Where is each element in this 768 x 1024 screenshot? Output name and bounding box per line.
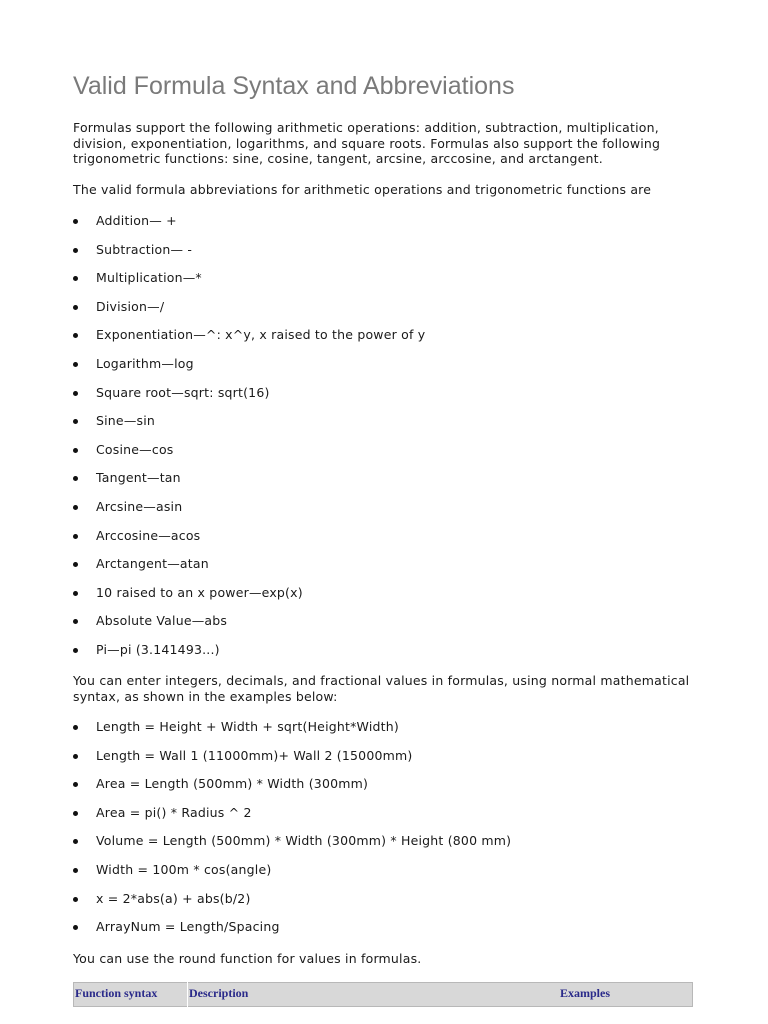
- bullet-icon: [73, 248, 78, 253]
- bullet-icon: [73, 419, 78, 424]
- header-description: Description: [189, 986, 249, 1000]
- example-item-text: Length = Height + Width + sqrt(Height*Width): [96, 719, 399, 734]
- operation-item: [73, 213, 695, 242]
- bullet-icon: [73, 362, 78, 367]
- examples-list: [73, 719, 695, 948]
- operation-item-text: Sine—sin: [96, 413, 156, 429]
- operation-item-text: Exponentiation—^: x^y, x raised to the power of y: [96, 327, 426, 343]
- syntax-paragraph: You can enter integers, decimals, and fractional values in formulas, using normal mathematical syntax, as shown in the examples below:: [73, 673, 690, 704]
- bullet-icon: [73, 476, 78, 481]
- example-item-text: Area = Length (500mm) * Width (300mm): [96, 776, 369, 792]
- operation-item: [73, 470, 695, 499]
- intro-paragraph: Formulas support the following arithmetic operations: addition, subtraction, multiplication, division, exponentiation, logarithms, and square roots. Formulas also support the following trigonometric functions: sine, cosine, tangent, arcsine, arccosine, and arctangent.: [73, 120, 661, 166]
- bullet-icon: [73, 868, 78, 873]
- operation-item-text: Absolute Value—abs: [96, 613, 228, 629]
- example-item-text: Area = pi() * Radius ^ 2: [96, 804, 252, 820]
- operation-item-text: Arctangent—atan: [96, 556, 209, 572]
- operation-item: [73, 528, 695, 557]
- operation-item-text: 10 raised to an x power—exp(x): [96, 584, 303, 600]
- operation-item: [73, 327, 695, 356]
- operation-item: [73, 270, 695, 299]
- operation-item-text: Tangent—tan: [96, 470, 181, 486]
- round-function-paragraph: You can use the round function for values in formulas.: [73, 951, 422, 966]
- bullet-icon: [73, 782, 78, 787]
- abbreviations-lead-paragraph: The valid formula abbreviations for arithmetic operations and trigonometric functions are: [73, 182, 652, 197]
- example-item-text: Length = Wall 1 (11000mm)+ Wall 2 (15000mm): [96, 747, 413, 763]
- operation-item: [73, 413, 695, 442]
- operation-item: [73, 442, 695, 471]
- bullet-icon: [73, 219, 78, 224]
- example-item-text: Width = 100m * cos(angle): [96, 861, 272, 877]
- example-item: [73, 776, 695, 805]
- operation-item: [73, 613, 695, 642]
- example-item-text: x = 2*abs(a) + abs(b/2): [96, 890, 251, 906]
- operation-item: [73, 242, 695, 271]
- bullet-icon: [73, 276, 78, 281]
- bullet-icon: [73, 925, 78, 930]
- function-table-header-row: [74, 983, 693, 1007]
- bullet-icon: [73, 619, 78, 624]
- example-item: [73, 891, 695, 920]
- operation-item: [73, 556, 695, 585]
- operation-item-text: Arccosine—acos: [96, 527, 201, 543]
- bullet-icon: [73, 391, 78, 396]
- operation-item-text: Logarithm—log: [96, 355, 194, 371]
- example-item: [73, 919, 695, 948]
- operation-item: [73, 385, 695, 414]
- bullet-icon: [73, 448, 78, 453]
- example-item-text: Volume = Length (500mm) * Width (300mm) * Height (800 mm): [96, 833, 512, 849]
- operation-item: [73, 299, 695, 328]
- bullet-icon: [73, 811, 78, 816]
- example-item: [73, 748, 695, 777]
- bullet-icon: [73, 505, 78, 510]
- bullet-icon: [73, 754, 78, 759]
- bullet-icon: [73, 562, 78, 567]
- bullet-icon: [73, 839, 78, 844]
- operation-item-text: Division—/: [96, 298, 165, 314]
- operation-item-text: Square root—sqrt: sqrt(16): [96, 384, 270, 400]
- example-item: [73, 833, 695, 862]
- operations-list: [73, 213, 695, 671]
- operation-item-text: Cosine—cos: [96, 441, 174, 457]
- bullet-icon: [73, 648, 78, 653]
- bullet-icon: [73, 725, 78, 730]
- header-examples: Examples: [560, 986, 611, 1000]
- operation-item-text: Subtraction— -: [96, 241, 193, 257]
- function-table: [73, 982, 693, 1007]
- operation-item: [73, 499, 695, 528]
- example-item: [73, 719, 695, 748]
- bullet-icon: [73, 591, 78, 596]
- operation-item: [73, 585, 695, 614]
- example-item: [73, 805, 695, 834]
- page-title: Valid Formula Syntax and Abbreviations: [73, 72, 515, 100]
- header-function-syntax: Function syntax: [74, 983, 188, 1007]
- operation-item-text: Pi—pi (3.141493...): [96, 641, 220, 657]
- bullet-icon: [73, 305, 78, 310]
- bullet-icon: [73, 534, 78, 539]
- example-item-text: ArrayNum = Length/Spacing: [96, 919, 280, 935]
- operation-item-text: Multiplication—*: [96, 270, 202, 286]
- example-item: [73, 862, 695, 891]
- bullet-icon: [73, 897, 78, 902]
- bullet-icon: [73, 333, 78, 338]
- operation-item-text: Arcsine—asin: [96, 498, 183, 514]
- operation-item: [73, 356, 695, 385]
- operation-item: [73, 642, 695, 671]
- operation-item-text: Addition— +: [96, 213, 177, 228]
